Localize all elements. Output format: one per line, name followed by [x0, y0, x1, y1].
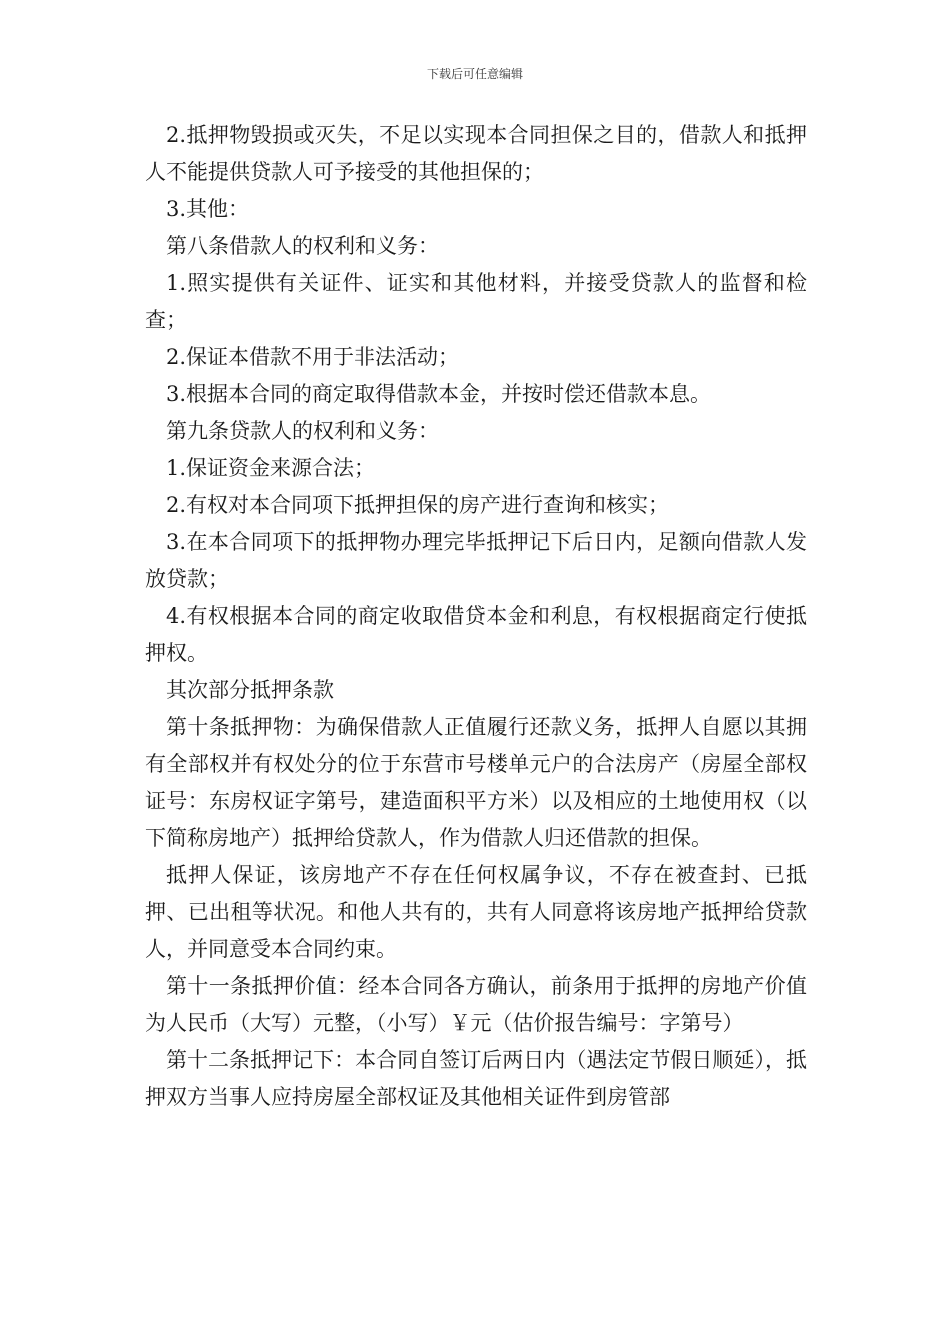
paragraph-mortgagor-guarantee: 抵押人保证，该房地产不存在任何权属争议，不存在被查封、已抵押、已出租等状况。和他人共有的，共有人同意将该房地产抵押给贷款人，并同意受本合同约束。 — [145, 863, 807, 961]
heading-article-8: 第八条借款人的权利和义务： — [166, 234, 439, 258]
paragraph-article-8-item-1: 1.照实提供有关证件、证实和其他材料，并接受贷款人的监督和检查； — [145, 271, 807, 332]
paragraph-clause-7-item-2: 2.抵押物毁损或灭失，不足以实现本合同担保之目的，借款人和抵押人不能提供贷款人可予接受的其他担保的； — [145, 123, 807, 184]
paragraph-article-8-item-2: 2.保证本借款不用于非法活动； — [166, 345, 460, 369]
paragraph-article-11: 第十一条抵押价值：经本合同各方确认，前条用于抵押的房地产价值为人民币（大写）元整，（小写）￥元（估价报告编号：字第号） — [145, 974, 807, 1035]
heading-article-9: 第九条贷款人的权利和义务： — [166, 419, 439, 443]
paragraph-article-9-item-3: 3.在本合同项下的抵押物办理完毕抵押记下后日内，足额向借款人发放贷款； — [145, 530, 807, 591]
paragraph-article-9-item-2: 2.有权对本合同项下抵押担保的房产进行查询和核实； — [166, 493, 670, 517]
document-body — [145, 117, 807, 1116]
paragraph-article-9-item-1: 1.保证资金来源合法； — [166, 456, 376, 480]
paragraph-article-8-item-3: 3.根据本合同的商定取得借款本金，并按时偿还借款本息。 — [166, 382, 712, 406]
paragraph-article-10: 第十条抵押物：为确保借款人正值履行还款义务，抵押人自愿以其拥有全部权并有权处分的位于东营市号楼单元户的合法房产（房屋全部权证号：东房权证字第号，建造面积平方米）以及相应的土地使用权（以下简称房地产）抵押给贷款人，作为借款人归还借款的担保。 — [145, 715, 807, 850]
header-note: 下载后可任意编辑 — [426, 67, 523, 81]
paragraph-article-12: 第十二条抵押记下：本合同自签订后两日内（遇法定节假日顺延），抵押双方当事人应持房屋全部权证及其他相关证件到房管部 — [145, 1048, 807, 1109]
section-heading-part-2: 其次部分抵押条款 — [166, 678, 334, 702]
paragraph-article-9-item-4: 4.有权根据本合同的商定收取借贷本金和利息，有权根据商定行使抵押权。 — [145, 604, 807, 665]
paragraph-clause-7-item-3: 3.其他： — [166, 197, 250, 221]
